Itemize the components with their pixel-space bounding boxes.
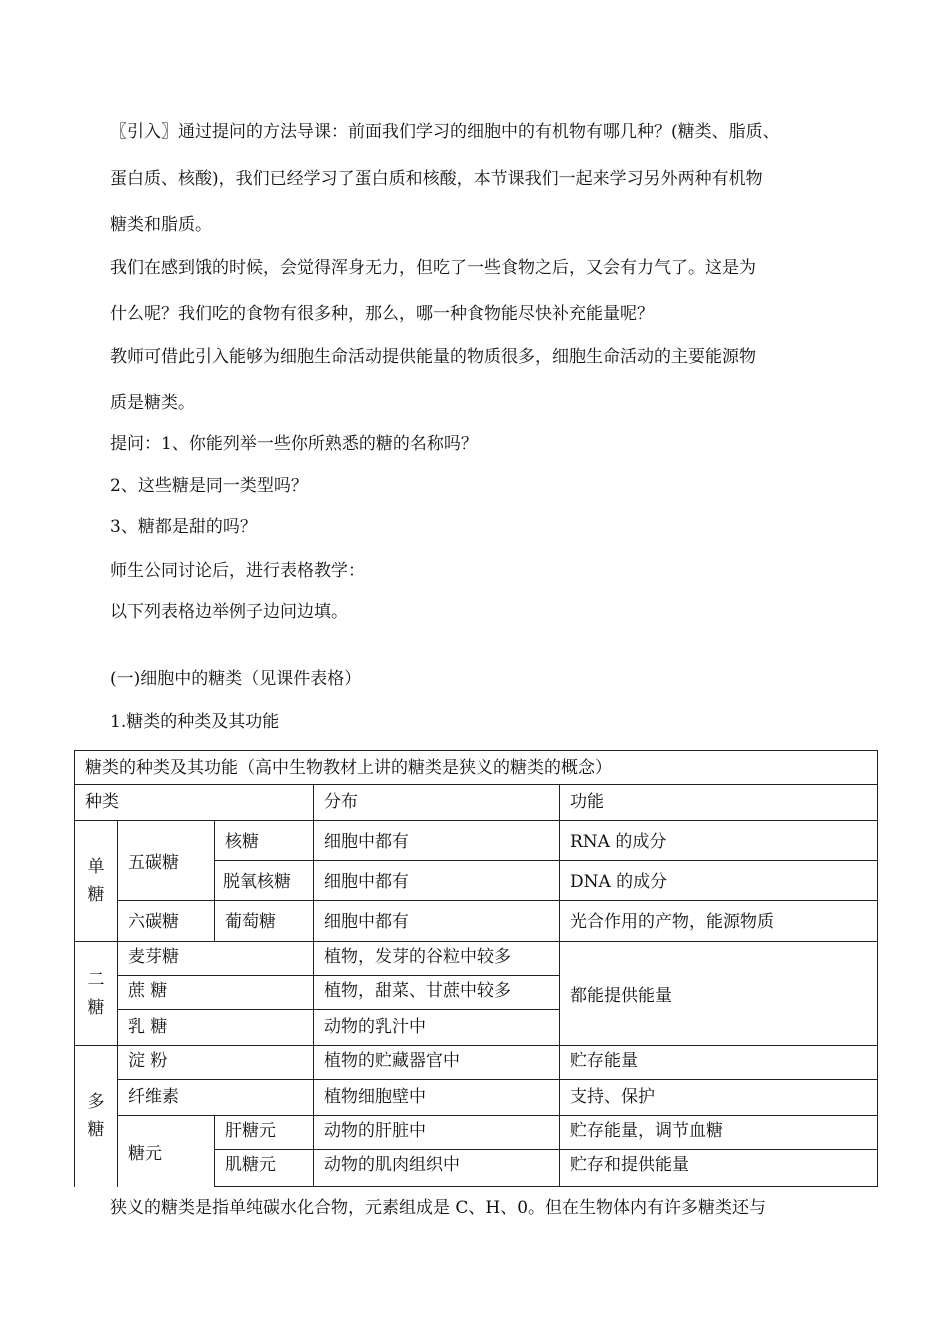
para-hunger-1: 我们在感到饿的时候，会觉得浑身无力，但吃了一些食物之后，又会有力气了。这是为 xyxy=(110,258,756,278)
header-type: 种类 xyxy=(75,785,314,821)
table-caption-row xyxy=(75,751,878,785)
question-1: 提问：1、你能列举一些你所熟悉的糖的名称吗？ xyxy=(110,434,478,454)
para-hunger-2: 什么呢？我们吃的食物有很多种，那么，哪一种食物能尽快补充能量呢？ xyxy=(110,304,654,324)
muscle-glycogen-label: 肌糖元 xyxy=(215,1150,314,1187)
hexose-label: 六碳糖 xyxy=(118,901,215,942)
deoxyribose-label: 脱氧核糖 xyxy=(215,861,314,901)
pentose-label: 五碳糖 xyxy=(118,821,215,901)
table-row xyxy=(75,1046,878,1080)
table-row xyxy=(75,821,878,861)
question-2: 2、这些糖是同一类型吗？ xyxy=(110,476,308,496)
starch-distribution: 植物的贮藏器官中 xyxy=(314,1046,560,1080)
para-fill-table: 以下列表格边举例子边问边填。 xyxy=(110,602,348,622)
starch-label: 淀 粉 xyxy=(118,1046,314,1080)
ribose-label: 核糖 xyxy=(215,821,314,861)
muscle-glycogen-distribution: 动物的肌肉组织中 xyxy=(314,1150,560,1187)
muscle-glycogen-function: 贮存和提供能量 xyxy=(560,1150,878,1187)
cellulose-distribution: 植物细胞壁中 xyxy=(314,1080,560,1116)
deoxyribose-function: DNA 的成分 xyxy=(560,861,878,901)
group-monosaccharide: 单糖 xyxy=(75,821,118,942)
lactose-distribution: 动物的乳汁中 xyxy=(314,1010,560,1046)
sugar-types-table xyxy=(74,750,878,1187)
para-intro-3: 糖类和脂质。 xyxy=(110,215,212,235)
para-intro-2: 蛋白质、核酸)，我们已经学习了蛋白质和核酸，本节课我们一起来学习另外两种有机物 xyxy=(110,169,763,189)
para-footer: 狭义的糖类是指单纯碳水化合物，元素组成是 C、H、0。但在生物体内有许多糖类还与 xyxy=(110,1198,767,1218)
glycogen-label: 糖元 xyxy=(118,1116,215,1187)
starch-function: 贮存能量 xyxy=(560,1046,878,1080)
header-function: 功能 xyxy=(560,785,878,821)
liver-glycogen-function: 贮存能量，调节血糖 xyxy=(560,1116,878,1150)
glucose-distribution: 细胞中都有 xyxy=(314,901,560,942)
section-heading: (一)细胞中的糖类（见课件表格） xyxy=(110,669,362,689)
table-row xyxy=(75,942,878,976)
table-row xyxy=(75,1080,878,1116)
subsection-heading: 1.糖类的种类及其功能 xyxy=(110,712,280,732)
para-intro-1: 〖引入〗通过提问的方法导课：前面我们学习的细胞中的有机物有哪几种？(糖类、脂质、 xyxy=(110,122,780,142)
para-discussion: 师生公同讨论后，进行表格教学： xyxy=(110,561,365,581)
para-teacher-1: 教师可借此引入能够为细胞生命活动提供能量的物质很多，细胞生命活动的主要能源物 xyxy=(110,347,756,367)
table-header-row xyxy=(75,785,878,821)
sucrose-distribution: 植物，甜菜、甘蔗中较多 xyxy=(314,976,560,1010)
table-row xyxy=(75,1116,878,1150)
liver-glycogen-distribution: 动物的肝脏中 xyxy=(314,1116,560,1150)
table-row xyxy=(75,901,878,942)
maltose-label: 麦芽糖 xyxy=(118,942,314,976)
para-teacher-2: 质是糖类。 xyxy=(110,393,195,413)
group-disaccharide: 二糖 xyxy=(75,942,118,1046)
cellulose-function: 支持、保护 xyxy=(560,1080,878,1116)
disaccharide-function: 都能提供能量 xyxy=(560,942,878,1046)
ribose-distribution: 细胞中都有 xyxy=(314,821,560,861)
question-3: 3、糖都是甜的吗？ xyxy=(110,517,257,537)
liver-glycogen-label: 肝糖元 xyxy=(215,1116,314,1150)
cellulose-label: 纤维素 xyxy=(118,1080,314,1116)
deoxyribose-distribution: 细胞中都有 xyxy=(314,861,560,901)
glucose-label: 葡萄糖 xyxy=(215,901,314,942)
ribose-function: RNA 的成分 xyxy=(560,821,878,861)
group-polysaccharide: 多糖 xyxy=(75,1046,118,1187)
glucose-function: 光合作用的产物，能源物质 xyxy=(560,901,878,942)
table-caption: 糖类的种类及其功能（高中生物教材上讲的糖类是狭义的糖类的概念） xyxy=(75,751,878,785)
header-distribution: 分布 xyxy=(314,785,560,821)
maltose-distribution: 植物，发芽的谷粒中较多 xyxy=(314,942,560,976)
lactose-label: 乳 糖 xyxy=(118,1010,314,1046)
sucrose-label: 蔗 糖 xyxy=(118,976,314,1010)
